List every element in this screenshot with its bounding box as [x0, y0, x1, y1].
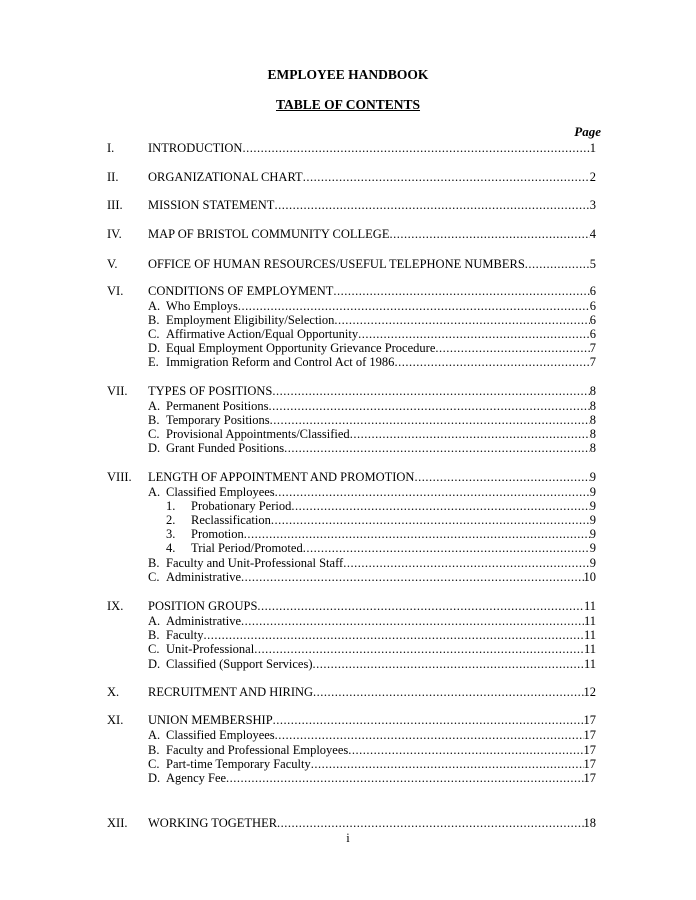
- toc-entry-page: 2: [589, 170, 596, 184]
- toc-entry-page: 7: [589, 341, 596, 355]
- toc-entry-number: XII.: [107, 816, 128, 830]
- toc-entry-page: 11: [583, 614, 596, 628]
- toc-entry-number: IV.: [107, 227, 122, 241]
- toc-section[interactable]: [107, 712, 596, 728]
- toc-entry-page: 6: [589, 299, 596, 313]
- toc-entry-title: Classified Employees: [166, 728, 275, 742]
- toc-entry-title: INTRODUCTION: [148, 141, 243, 155]
- toc-entry-title: RECRUITMENT AND HIRING: [148, 685, 314, 699]
- toc-item[interactable]: [107, 354, 596, 370]
- toc-item[interactable]: [107, 440, 596, 456]
- dot-leader: [389, 226, 589, 242]
- toc-section[interactable]: [107, 815, 596, 831]
- toc-entry-page: 4: [589, 227, 596, 241]
- toc-entry-page: 11: [583, 642, 596, 656]
- dot-leader: [254, 641, 584, 657]
- toc-entry-title: Probationary Period: [191, 499, 292, 513]
- toc-entry-number: 3.: [166, 527, 176, 541]
- toc-entry-number: B.: [148, 313, 160, 327]
- toc-entry-number: C.: [148, 427, 160, 441]
- toc-entry-title: Administrative: [166, 614, 241, 628]
- toc-entry-page: 17: [583, 771, 596, 785]
- toc-entry-title: Employment Eligibility/Selection: [166, 313, 335, 327]
- toc-entry-page: 9: [589, 485, 596, 499]
- toc-entry-title: Faculty and Unit-Professional Staff: [166, 556, 344, 570]
- toc-entry-page: 17: [583, 713, 596, 727]
- toc-entry-page: 17: [583, 743, 596, 757]
- toc-item[interactable]: [107, 641, 596, 657]
- toc-entry-number: I.: [107, 141, 115, 155]
- toc-item[interactable]: [107, 656, 596, 672]
- toc-entry-title: Administrative: [166, 570, 241, 584]
- toc-entry-number: D.: [148, 341, 161, 355]
- page-column-label: Page: [574, 124, 601, 139]
- toc-item[interactable]: [107, 569, 596, 585]
- toc-item[interactable]: [107, 770, 596, 786]
- toc-entry-title: Classified (Support Services): [166, 657, 313, 671]
- toc-entry-number: D.: [148, 657, 161, 671]
- dot-leader: [313, 656, 584, 672]
- toc-entry-page: 8: [589, 441, 596, 455]
- toc-entry-page: 9: [589, 541, 596, 555]
- toc-section[interactable]: [107, 140, 596, 156]
- toc-entry-number: A.: [148, 299, 161, 313]
- toc-entry-page: 5: [589, 257, 596, 271]
- toc-entry-number: E.: [148, 355, 159, 369]
- toc-section[interactable]: [107, 469, 596, 485]
- toc-entry-page: 9: [589, 499, 596, 513]
- dot-leader: [273, 712, 584, 728]
- toc-entry-number: B.: [148, 743, 160, 757]
- toc-section[interactable]: [107, 283, 596, 299]
- toc-entry-number: C.: [148, 570, 160, 584]
- toc-entry-page: 17: [583, 728, 596, 742]
- page-number: i: [346, 831, 350, 845]
- toc-entry-number: VII.: [107, 384, 128, 398]
- toc-entry-page: 11: [583, 657, 596, 671]
- toc-entry-number: A.: [148, 485, 161, 499]
- toc-entry-number: 1.: [166, 499, 176, 513]
- dot-leader: [303, 540, 590, 556]
- dot-leader: [226, 770, 583, 786]
- toc-entry-number: C.: [148, 327, 160, 341]
- toc-entry-number: IX.: [107, 599, 124, 613]
- toc-section[interactable]: [107, 684, 596, 700]
- toc-entry-page: 8: [589, 413, 596, 427]
- toc-entry-page: 11: [583, 628, 596, 642]
- toc-entry-page: 6: [589, 284, 596, 298]
- toc-entry-title: Faculty: [166, 628, 204, 642]
- toc-entry-number: VI.: [107, 284, 124, 298]
- toc-entry-number: D.: [148, 441, 161, 455]
- toc-entry-page: 3: [589, 198, 596, 212]
- toc-entry-number: C.: [148, 642, 160, 656]
- toc-entry-title: ORGANIZATIONAL CHART: [148, 170, 303, 184]
- toc-entry-page: 9: [589, 470, 596, 484]
- toc-section[interactable]: [107, 226, 596, 242]
- toc-entry-page: 1: [589, 141, 596, 155]
- toc-entry-title: Temporary Positions: [166, 413, 270, 427]
- toc-item[interactable]: [107, 540, 596, 556]
- toc-entry-title: Reclassification: [191, 513, 271, 527]
- toc-entry-title: Promotion: [191, 527, 244, 541]
- toc-item[interactable]: [107, 727, 596, 743]
- dot-leader: [333, 283, 589, 299]
- toc-section[interactable]: [107, 383, 596, 399]
- toc-entry-page: 8: [589, 384, 596, 398]
- toc-entry-title: Affirmative Action/Equal Opportunity: [166, 327, 359, 341]
- toc-entry-title: Equal Employment Opportunity Grievance Procedure: [166, 341, 436, 355]
- toc-entry-page: 6: [589, 313, 596, 327]
- toc-entry-page: 11: [583, 599, 596, 613]
- toc-entry-page: 9: [589, 527, 596, 541]
- toc-section[interactable]: [107, 169, 596, 185]
- toc-entry-page: 7: [589, 355, 596, 369]
- toc-entry-number: C.: [148, 757, 160, 771]
- dot-leader: [257, 598, 584, 614]
- toc-heading: TABLE OF CONTENTS: [275, 97, 421, 112]
- dot-leader: [241, 569, 584, 585]
- toc-entry-title: Provisional Appointments/Classified: [166, 427, 350, 441]
- toc-entry-number: D.: [148, 771, 161, 785]
- toc-entry-title: Immigration Reform and Control Act of 1986: [166, 355, 395, 369]
- toc-entry-title: Trial Period/Promoted: [191, 541, 303, 555]
- toc-entry-page: 9: [589, 556, 596, 570]
- toc-entry-title: MISSION STATEMENT: [148, 198, 275, 212]
- toc-entry-title: POSITION GROUPS: [148, 599, 258, 613]
- dot-leader: [414, 469, 589, 485]
- toc-entry-page: 10: [583, 570, 596, 584]
- toc-entry-page: 18: [583, 816, 596, 830]
- toc-entry-page: 17: [583, 757, 596, 771]
- dot-leader: [313, 684, 583, 700]
- toc-entry-number: A.: [148, 728, 161, 742]
- dot-leader: [525, 256, 590, 272]
- dot-leader: [394, 354, 589, 370]
- toc-entry-page: 8: [589, 427, 596, 441]
- toc-entry-title: Permanent Positions: [166, 399, 269, 413]
- toc-entry-title: MAP OF BRISTOL COMMUNITY COLLEGE: [148, 227, 390, 241]
- dot-leader: [274, 197, 589, 213]
- toc-entry-number: B.: [148, 413, 160, 427]
- toc-entry-page: 12: [583, 685, 596, 699]
- toc-entry-title: Unit-Professional: [166, 642, 255, 656]
- toc-entry-page: 8: [589, 399, 596, 413]
- toc-entry-title: WORKING TOGETHER: [148, 816, 278, 830]
- toc-entry-title: Grant Funded Positions: [166, 441, 285, 455]
- toc-section[interactable]: [107, 197, 596, 213]
- dot-leader: [303, 169, 590, 185]
- toc-entry-title: Faculty and Professional Employees: [166, 743, 349, 757]
- toc-entry-number: III.: [107, 198, 123, 212]
- toc-section[interactable]: [107, 256, 596, 272]
- toc-entry-number: XI.: [107, 713, 124, 727]
- toc-entry-number: X.: [107, 685, 120, 699]
- toc-entry-number: V.: [107, 257, 118, 271]
- toc-entry-title: Who Employs: [166, 299, 238, 313]
- dot-leader: [272, 383, 589, 399]
- toc-entry-title: OFFICE OF HUMAN RESOURCES/USEFUL TELEPHONE NUMBERS: [148, 257, 525, 271]
- toc-entry-number: VIII.: [107, 470, 132, 484]
- toc-entry-title: Part-time Temporary Faculty: [166, 757, 311, 771]
- toc-entry-number: 2.: [166, 513, 176, 527]
- toc-entry-number: A.: [148, 399, 161, 413]
- dot-leader: [284, 440, 590, 456]
- dot-leader: [277, 815, 583, 831]
- toc-entry-title: Classified Employees: [166, 485, 275, 499]
- toc-section[interactable]: [107, 598, 596, 614]
- toc-entry-page: 6: [589, 327, 596, 341]
- toc-entry-page: 9: [589, 513, 596, 527]
- toc-entry-title: Agency Fee: [166, 771, 227, 785]
- toc-entry-title: LENGTH OF APPOINTMENT AND PROMOTION: [148, 470, 415, 484]
- toc-entry-title: UNION MEMBERSHIP: [148, 713, 273, 727]
- toc-entry-number: B.: [148, 556, 160, 570]
- toc-entry-title: CONDITIONS OF EMPLOYMENT: [148, 284, 334, 298]
- dot-leader: [242, 140, 589, 156]
- toc-entry-title: TYPES OF POSITIONS: [148, 384, 273, 398]
- toc-entry-number: B.: [148, 628, 160, 642]
- toc-entry-number: A.: [148, 614, 161, 628]
- toc-entry-number: 4.: [166, 541, 176, 555]
- document-title: EMPLOYEE HANDBOOK: [267, 67, 429, 82]
- toc-entry-number: II.: [107, 170, 119, 184]
- dot-leader: [275, 727, 584, 743]
